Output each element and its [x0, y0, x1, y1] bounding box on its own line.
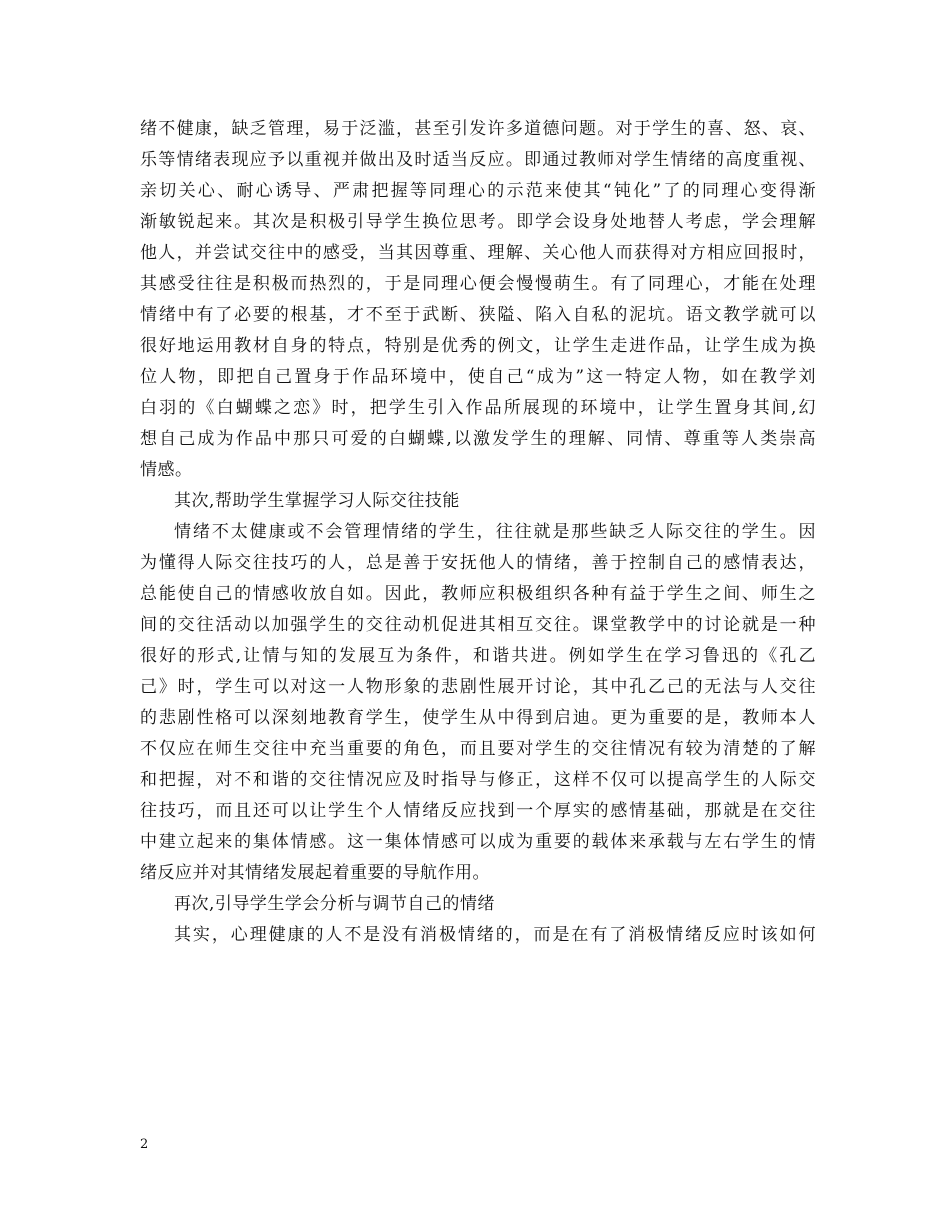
text-line: 其实，心理健康的人不是没有消极情绪的，而是在有了消极情绪反应时该如何: [174, 925, 816, 945]
text-line: 白羽的《白蝴蝶之恋》时，把学生引入作品所展现的环境中，让学生置身其间,幻: [140, 398, 816, 418]
text-line: 为懂得人际交往技巧的人，总是善于安抚他人的情绪，善于控制自己的感情表达，: [140, 553, 816, 573]
text-line: 情绪中有了必要的根基，才不至于武断、狭隘、陷入自私的泥坑。语文教学就可以: [140, 305, 816, 325]
text-line: 乐等情绪表现应予以重视并做出及时适当反应。即通过教师对学生情绪的高度重视、: [140, 150, 816, 170]
text-line: 想自己成为作品中那只可爱的白蝴蝶,以激发学生的理解、同情、尊重等人类崇高: [140, 429, 816, 449]
section-heading: 其次,帮助学生掌握学习人际交往技能: [174, 491, 460, 511]
text-line: 总能使自己的情感收放自如。因此，教师应积极组织各种有益于学生之间、师生之: [140, 584, 816, 604]
section-heading: 再次,引导学生学会分析与调节自己的情绪: [174, 894, 495, 914]
text-line: 不仅应在师生交往中充当重要的角色，而且要对学生的交往情况有较为清楚的了解: [140, 739, 816, 759]
text-line: 位人物，即把自己置身于作品环境中，使自己“成为”这一特定人物，如在教学刘: [140, 367, 816, 387]
text-line: 渐敏锐起来。其次是积极引导学生换位思考。即学会设身处地替人考虑，学会理解: [140, 212, 816, 232]
text-line: 绪反应并对其情绪发展起着重要的导航作用。: [140, 863, 490, 883]
text-line: 间的交往活动以加强学生的交往动机促进其相互交往。课堂教学中的讨论就是一种: [140, 615, 816, 635]
page-number: 2: [140, 1137, 149, 1152]
text-line: 己》时，学生可以对这一人物形象的悲剧性展开讨论，其中孔乙己的无法与人交往: [140, 677, 816, 697]
text-line: 绪不健康，缺乏管理，易于泛滥，甚至引发许多道德问题。对于学生的喜、怒、哀、: [140, 119, 816, 139]
text-line: 和把握，对不和谐的交往情况应及时指导与修正，这样不仅可以提高学生的人际交: [140, 770, 816, 790]
text-line: 其感受往往是积极而热烈的，于是同理心便会慢慢萌生。有了同理心，才能在处理: [140, 274, 816, 294]
text-line: 很好的形式,让情与知的发展互为条件，和谐共进。例如学生在学习鲁迅的《孔乙: [140, 646, 816, 666]
text-line: 很好地运用教材自身的特点，特别是优秀的例文，让学生走进作品，让学生成为换: [140, 336, 816, 356]
body-text: [140, 114, 816, 951]
text-line: 往技巧，而且还可以让学生个人情绪反应找到一个厚实的感情基础，那就是在交往: [140, 801, 816, 821]
text-line: 亲切关心、耐心诱导、严肃把握等同理心的示范来使其“钝化”了的同理心变得渐: [140, 181, 816, 201]
text-line: 的悲剧性格可以深刻地教育学生，使学生从中得到启迪。更为重要的是，教师本人: [140, 708, 816, 728]
text-line: 情感。: [140, 460, 193, 480]
text-line: 他人，并尝试交往中的感受，当其因尊重、理解、关心他人而获得对方相应回报时，: [140, 243, 816, 263]
text-line: 中建立起来的集体情感。这一集体情感可以成为重要的载体来承载与左右学生的情: [140, 832, 816, 852]
text-line: 情绪不太健康或不会管理情绪的学生，往往就是那些缺乏人际交往的学生。因: [174, 522, 816, 542]
